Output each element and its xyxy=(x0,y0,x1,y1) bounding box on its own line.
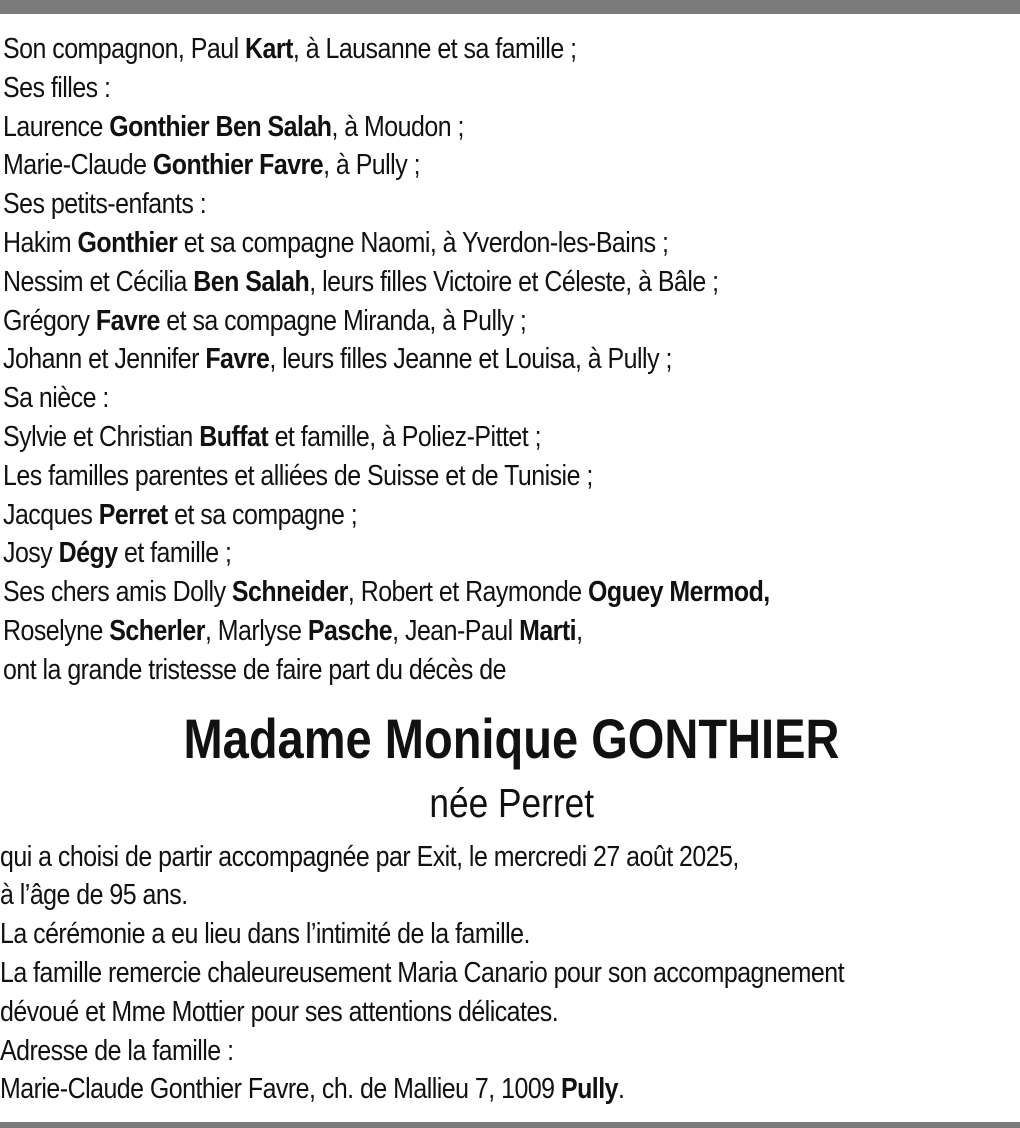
bold-name: Scherler xyxy=(109,614,205,647)
family-line xyxy=(3,612,878,651)
closing-line xyxy=(0,1032,877,1071)
bold-name: Schneider xyxy=(231,576,348,609)
text-segment: , à Pully ; xyxy=(323,149,420,182)
text-segment: Adresse de la famille : xyxy=(0,1034,234,1067)
text-segment: et famille, à Poliez-Pittet ; xyxy=(268,420,541,453)
text-segment: et sa compagne Naomi, à Yverdon-les-Bains ; xyxy=(177,226,669,259)
bold-name: Gonthier xyxy=(77,226,178,259)
family-line xyxy=(3,108,878,147)
text-segment: ont la grande tristesse de faire part du décès de xyxy=(3,653,506,686)
top-divider xyxy=(0,0,1020,14)
text-segment: . xyxy=(617,1073,625,1106)
text-segment: Hakim xyxy=(3,226,78,259)
bold-name: Pully xyxy=(560,1073,618,1106)
closing-line xyxy=(0,993,877,1032)
text-segment: , à Lausanne et sa famille ; xyxy=(292,33,577,65)
text-segment: Roselyne xyxy=(3,614,110,647)
maiden-name: née Perret xyxy=(429,779,594,826)
bold-name: Dégy xyxy=(58,537,118,570)
text-segment: Ses chers amis Dolly xyxy=(3,576,232,609)
text-segment: Marie-Claude xyxy=(3,149,153,182)
closing-line xyxy=(0,1070,877,1109)
bold-name: Buffat xyxy=(199,420,269,453)
deceased-heading xyxy=(3,702,1020,830)
text-segment: Nessim et Cécilia xyxy=(3,265,194,298)
text-segment: dévoué et Mme Mottier pour ses attentions délicates. xyxy=(0,995,559,1028)
family-line xyxy=(3,340,878,379)
closing-line xyxy=(0,915,877,954)
text-segment: Sa nièce : xyxy=(3,382,109,415)
family-line xyxy=(3,418,878,457)
family-list xyxy=(3,30,1020,690)
bold-name: Ben Salah xyxy=(193,265,310,298)
closing-line xyxy=(0,876,877,915)
bold-name: Oguey Mermod, xyxy=(587,576,770,609)
family-line xyxy=(3,302,878,341)
family-line xyxy=(3,146,878,185)
text-segment: , xyxy=(576,614,583,647)
bottom-divider xyxy=(0,1122,1020,1128)
text-segment: La cérémonie a eu lieu dans l’intimité de la famille. xyxy=(0,918,530,951)
text-segment: , à Moudon ; xyxy=(331,110,464,143)
family-line xyxy=(3,69,878,108)
bold-name: Perret xyxy=(98,498,168,531)
family-line xyxy=(3,379,878,418)
bold-name: Kart xyxy=(245,33,293,65)
text-segment: , leurs filles Jeanne et Louisa, à Pully ; xyxy=(269,343,672,376)
closing-line xyxy=(0,838,877,877)
family-line xyxy=(3,30,878,69)
text-segment: qui a choisi de partir accompagnée par Exit, le mercredi 27 août 2025, xyxy=(0,840,739,873)
bold-name: Gonthier Favre xyxy=(152,149,324,182)
text-segment: Sylvie et Christian xyxy=(3,420,200,453)
text-segment: Grégory xyxy=(3,304,96,337)
family-line xyxy=(3,496,878,535)
family-line xyxy=(3,457,878,496)
bold-name: Favre xyxy=(205,343,270,376)
text-segment: Ses petits-enfants : xyxy=(3,188,207,221)
text-segment: Laurence xyxy=(3,110,110,143)
text-segment: La famille remercie chaleureusement Maria Canario pour son accompagnement xyxy=(0,956,844,989)
text-segment: Johann et Jennifer xyxy=(3,343,206,376)
bold-name: Pasche xyxy=(307,614,393,647)
family-line xyxy=(3,573,878,612)
text-segment: Marie-Claude Gonthier Favre, ch. de Mallieu 7, 1009 xyxy=(0,1073,561,1106)
family-line xyxy=(3,224,878,263)
family-line xyxy=(3,263,878,302)
closing-text xyxy=(0,838,1020,1110)
text-segment: et sa compagne ; xyxy=(167,498,358,531)
closing-line xyxy=(0,954,877,993)
text-segment: Ses filles : xyxy=(3,71,111,104)
bold-name: Favre xyxy=(95,304,160,337)
obituary-notice xyxy=(0,30,1020,1109)
text-segment: , leurs filles Victoire et Céleste, à Bâle ; xyxy=(309,265,719,298)
text-segment: Son compagnon, Paul xyxy=(3,33,246,65)
text-segment: , Jean-Paul xyxy=(392,614,520,647)
text-segment: , Marlyse xyxy=(204,614,308,647)
text-segment: Jacques xyxy=(3,498,99,531)
bold-name: Gonthier Ben Salah xyxy=(109,110,332,143)
deceased-name: Madame Monique GONTHIER xyxy=(183,706,840,770)
family-line xyxy=(3,534,878,573)
text-segment: Josy xyxy=(3,537,59,570)
text-segment: à l’âge de 95 ans. xyxy=(0,879,188,912)
text-segment: et famille ; xyxy=(117,537,232,570)
family-line xyxy=(3,651,878,690)
family-line xyxy=(3,185,878,224)
bold-name: Marti xyxy=(519,614,577,647)
text-segment: , Robert et Raymonde xyxy=(347,576,588,609)
text-segment: et sa compagne Miranda, à Pully ; xyxy=(159,304,527,337)
text-segment: Les familles parentes et alliées de Suisse et de Tunisie ; xyxy=(3,459,593,492)
